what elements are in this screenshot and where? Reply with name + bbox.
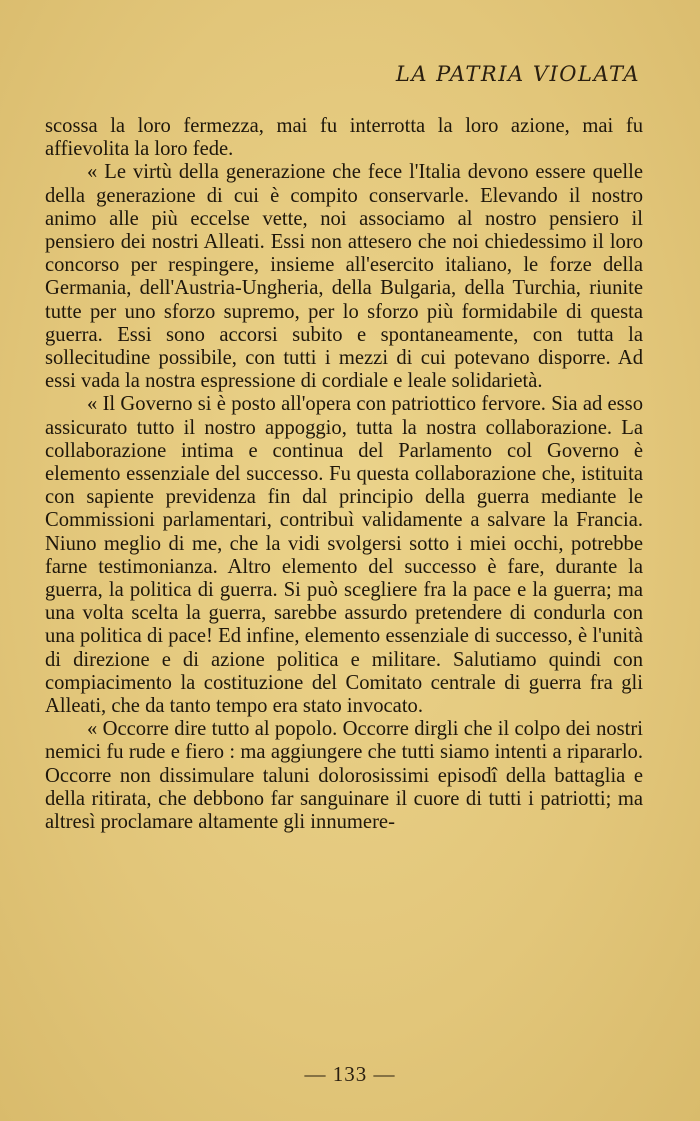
paragraph-governo: « Il Governo si è posto all'opera con patriottico fervore. Sia ad esso assicurato tutto il nostro appoggio, tutta la nostra collaborazione. La collaborazione intima e continua del Parlamento col Governo è elemento essenziale del successo. Fu questa collaborazione che, istituita con sapiente previdenza fin dal principio della guerra mediante le Commissioni parlamentari, contribuì validamente a salvare la Francia. Niuno meglio di me, che la vidi svolgersi sotto i miei occhi, potrebbe farne testimonianza. Altro elemento del successo è fare, durante la guerra, la politica di guerra. Si può scegliere fra la pace e la guerra; ma una volta scelta la guerra, sarebbe assurdo pretendere di condurla con una politica di pace! Ed infine, elemento essenziale di successo, è l'unità di direzione e di azione politica e militare. Salutiamo quindi con compiacimento la costituzione del Comitato centrale di guerra fra gli Alleati, che da tanto tempo era stato invocato. bbox=[45, 393, 643, 718]
paragraph-continuation: scossa la loro fermezza, mai fu interrotta la loro azione, mai fu affievolita la loro fede. bbox=[45, 115, 643, 161]
paragraph-alleati: « Le virtù della generazione che fece l'Italia devono essere quelle della generazione di cui è compito conservarle. Elevando il nostro animo alle più eccelse vette, noi associamo al nostro pensiero il pensiero dei nostri Alleati. Essi non attesero che noi chiedessimo il loro concorso per respingere, insieme all'esercito italiano, le forze della Germania, dell'Austria-Ungheria, della Bulgaria, della Turchia, riunite tutte per uno sforzo supremo, per lo sforzo più formidabile di questa guerra. Essi sono accorsi subito e spontaneamente, con tutta la sollecitudine possibile, con tutti i mezzi di cui potevano disporre. Ad essi vada la nostra espressione di cordiale e leale solidarietà. bbox=[45, 161, 643, 393]
paragraph-popolo: « Occorre dire tutto al popolo. Occorre dirgli che il colpo dei nostri nemici fu rude e fiero : ma aggiungere che tutti siamo intenti a ripararlo. Occorre non dissimulare taluni dolorosissimi episodî della battaglia e della ritirata, che debbono far sanguinare il cuore di tutti i patriotti; ma altresì proclamare altamente gli innumere- bbox=[45, 718, 643, 834]
body-text bbox=[45, 115, 643, 834]
page-number: — 133 — bbox=[304, 1062, 396, 1086]
running-header: LA PATRIA VIOLATA bbox=[395, 62, 640, 86]
